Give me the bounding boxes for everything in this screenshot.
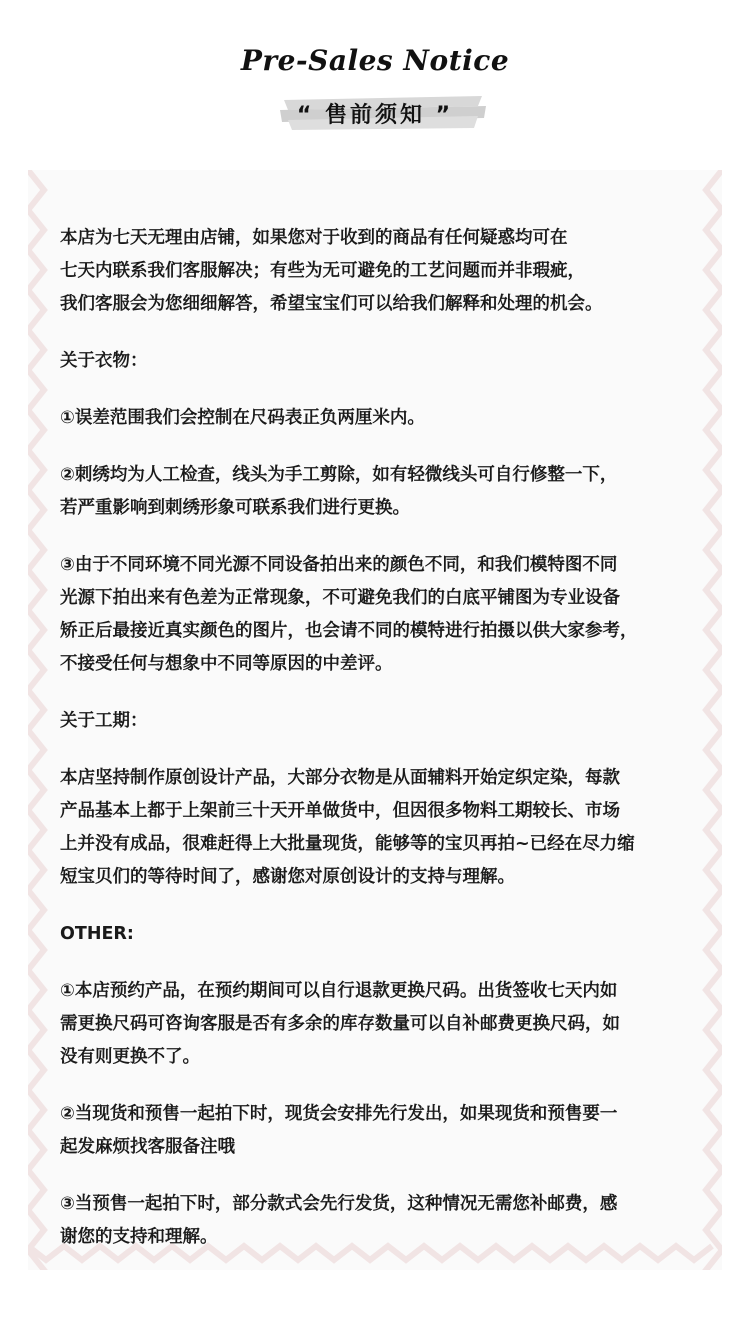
header: [0, 0, 750, 150]
notice-line: 起发麻烦找客服备注哦: [60, 1137, 235, 1157]
page-title-english: Pre-Sales Notice: [240, 44, 510, 77]
notice-block: [60, 222, 720, 321]
notice-line: 产品基本上都于上架前三十天开单做货中，但因很多物料工期较长、市场: [60, 801, 620, 821]
block-gap: [60, 951, 720, 975]
notice-block: [60, 705, 720, 738]
notice-line: 不接受任何与想象中不同等原因的中差评。: [60, 654, 393, 674]
notice-line: OTHER:: [60, 924, 134, 944]
notice-block: [60, 1098, 720, 1164]
notice-block: [60, 762, 720, 894]
block-gap: [60, 525, 720, 549]
notice-block: [60, 549, 720, 681]
notice-line: 短宝贝们的等待时间了，感谢您对原创设计的支持与理解。: [60, 867, 515, 887]
notice-line: 若严重影响到刺绣形象可联系我们进行更换。: [60, 498, 410, 518]
notice-line: 本店为七天无理由店铺，如果您对于收到的商品有任何疑惑均可在: [60, 228, 568, 248]
notice-line: 谢您的支持和理解。: [60, 1227, 218, 1247]
notice-block: [60, 975, 720, 1074]
notice-line: ①误差范围我们会控制在尺码表正负两厘米内。: [60, 408, 425, 428]
notice-line: 光源下拍出来有色差为正常现象，不可避免我们的白底平铺图为专业设备: [60, 588, 620, 608]
page-title-chinese: “ 售前须知 ”: [296, 103, 454, 128]
block-gap: [60, 738, 720, 762]
notice-line: ②当现货和预售一起拍下时，现货会安排先行发出，如果现货和预售要一: [60, 1104, 618, 1124]
notice-block: [60, 1188, 720, 1254]
block-gap: [60, 1074, 720, 1098]
notice-line: 七天内联系我们客服解决；有些为无可避免的工艺问题而并非瑕疵，: [60, 261, 585, 281]
notice-block: [60, 918, 720, 951]
notice-line: ①本店预约产品，在预约期间可以自行退款更换尺码。出货签收七天内如: [60, 981, 618, 1001]
notice-line: 我们客服会为您细细解答，希望宝宝们可以给我们解释和处理的机会。: [60, 294, 603, 314]
block-gap: [60, 321, 720, 345]
block-gap: [60, 435, 720, 459]
block-gap: [60, 1164, 720, 1188]
notice-line: ③由于不同环境不同光源不同设备拍出来的颜色不同，和我们模特图不同: [60, 555, 618, 575]
block-gap: [60, 894, 720, 918]
notice-block: [60, 345, 720, 378]
notice-line: 矫正后最接近真实颜色的图片，也会请不同的模特进行拍摄以供大家参考，: [60, 621, 638, 641]
notice-block: [60, 459, 720, 525]
block-gap: [60, 378, 720, 402]
notice-block: [60, 402, 720, 435]
notice-line: ②刺绣均为人工检查，线头为手工剪除，如有轻微线头可自行修整一下，: [60, 465, 618, 485]
notice-line: 需更换尺码可咨询客服是否有多余的库存数量可以自补邮费更换尺码，如: [60, 1014, 620, 1034]
notice-line: 上并没有成品，很难赶得上大批量现货，能够等的宝贝再拍~已经在尽力缩: [60, 834, 635, 854]
notice-line: 关于工期：: [60, 711, 148, 731]
notice-line: 关于衣物：: [60, 351, 148, 371]
block-gap: [60, 681, 720, 705]
notice-line: ③当预售一起拍下时，部分款式会先行发货，这种情况无需您补邮费，感: [60, 1194, 618, 1214]
zigzag-border-left: [28, 170, 48, 1270]
notice-line: 本店坚持制作原创设计产品，大部分衣物是从面辅料开始定织定染，每款: [60, 768, 620, 788]
notice-content: [60, 222, 720, 1254]
notice-line: 没有则更换不了。: [60, 1047, 200, 1067]
